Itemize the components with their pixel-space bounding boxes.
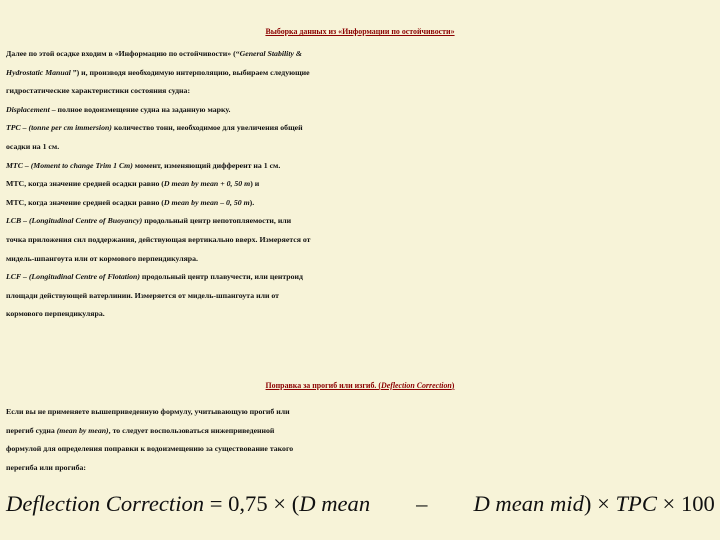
displacement-line (6, 101, 718, 120)
subtitle-end: ) (451, 381, 455, 390)
intro-line-3: гидростатические характеристики состояния судна: (6, 86, 191, 96)
formula-minus: – (416, 491, 428, 516)
hydrostatic-description (6, 45, 718, 324)
tpc-text: количество тонн, необходимое для увеличения общей (111, 123, 303, 133)
correction-line-2 (6, 422, 718, 441)
section-subtitle (0, 381, 720, 390)
mtc-text: момент, изменяющий дифферент на 1 см. (132, 160, 281, 170)
lcf-term: LCF – (Longitudinal Centre of Flotation) (6, 272, 140, 282)
subtitle-text: Поправка за прогиб или изгиб. ( (265, 381, 381, 390)
correction-description (6, 403, 718, 477)
mtc-minus-line (6, 194, 718, 213)
mtc-line (6, 157, 718, 176)
mtc-minus-expr: D mean by mean – 0, 50 m (163, 197, 250, 207)
formula-d-mean-mid: D mean mid (473, 491, 584, 516)
displacement-text: – полное водоизмещение судна на заданную марку. (49, 104, 231, 114)
intro-text: Далее по этой осадке входим в «Информацию по остойчивости» (“ (6, 49, 240, 58)
mtc-plus-end: ) и (250, 179, 260, 189)
lcb-line-2: точка приложения сил поддержания, действующая вертикально вверх. Измеряется от (6, 234, 311, 244)
formula-coefficient: = 0,75 × ( (204, 491, 300, 516)
mtc-minus-end: ). (249, 197, 255, 207)
tpc-line-1 (6, 119, 718, 138)
mtc-plus-expr: D mean by mean + 0, 50 m (163, 179, 251, 189)
correction-line-3: формулой для определения поправки к водоизмещению за существование такого (6, 444, 294, 454)
lcf-text: продольный центр плавучести, или центроид (139, 272, 303, 282)
lcf-line-1 (6, 268, 718, 287)
mtc-minus-text: MTC, когда значение средней осадки равно ( (6, 197, 164, 207)
displacement-term: Displacement (6, 104, 50, 114)
formula-close: ) × (583, 491, 616, 516)
tpc-line-2: осадки на 1 см. (6, 141, 60, 151)
correction-text-cont: , то следует воспользоваться нижеприведенной (108, 425, 275, 435)
deflection-formula (6, 488, 718, 520)
mtc-plus-line (6, 175, 718, 194)
lcb-text: продольный центр непотопляемости, или (142, 216, 292, 226)
formula-times-100: × 100 (656, 491, 715, 516)
page-title: Выборка данных из «Информации по остойчивости» (265, 27, 455, 36)
intro-text-cont: ”) и, производя необходимую интерполяцию, выбираем следующие (72, 67, 310, 77)
formula-tpc: TPC (615, 491, 657, 516)
mtc-plus-text: MTC, когда значение средней осадки равно ( (6, 179, 164, 189)
lcb-line-1 (6, 212, 718, 231)
lcf-line-2: площади действующей ватерлинии. Измеряется от мидель-шпангоута или от (6, 290, 280, 300)
formula-left-side: Deflection Correction (6, 491, 205, 516)
intro-manual-name-cont: Hydrostatic Manual (6, 67, 73, 77)
intro-manual-name: General Stability & (239, 49, 302, 58)
correction-line-1: Если вы не применяете вышеприведенную формулу, учитывающую прогиб или (6, 407, 290, 416)
correction-text: перегиб судна (6, 425, 57, 435)
subtitle-term: Deflection Correction (381, 381, 452, 390)
formula-d-mean: D mean (299, 491, 371, 516)
lcb-line-3: мидель-шпангоута или от кормового перпендикуляра. (6, 253, 198, 263)
correction-line-4: перегиба или прогиба: (6, 462, 86, 472)
mtc-term: MTC – (Moment to change Trim 1 Cm) (6, 160, 133, 170)
lcf-line-3: кормового перпендикуляра. (6, 309, 105, 319)
lcb-term: LCB – (Longitudinal Centre of Buoyancy) (6, 216, 143, 226)
tpc-term: TPC – (tonne per cm immersion) (6, 123, 112, 133)
correction-term: (mean by mean) (56, 425, 109, 435)
intro-line-2 (6, 64, 718, 83)
intro-line-1 (6, 45, 718, 64)
